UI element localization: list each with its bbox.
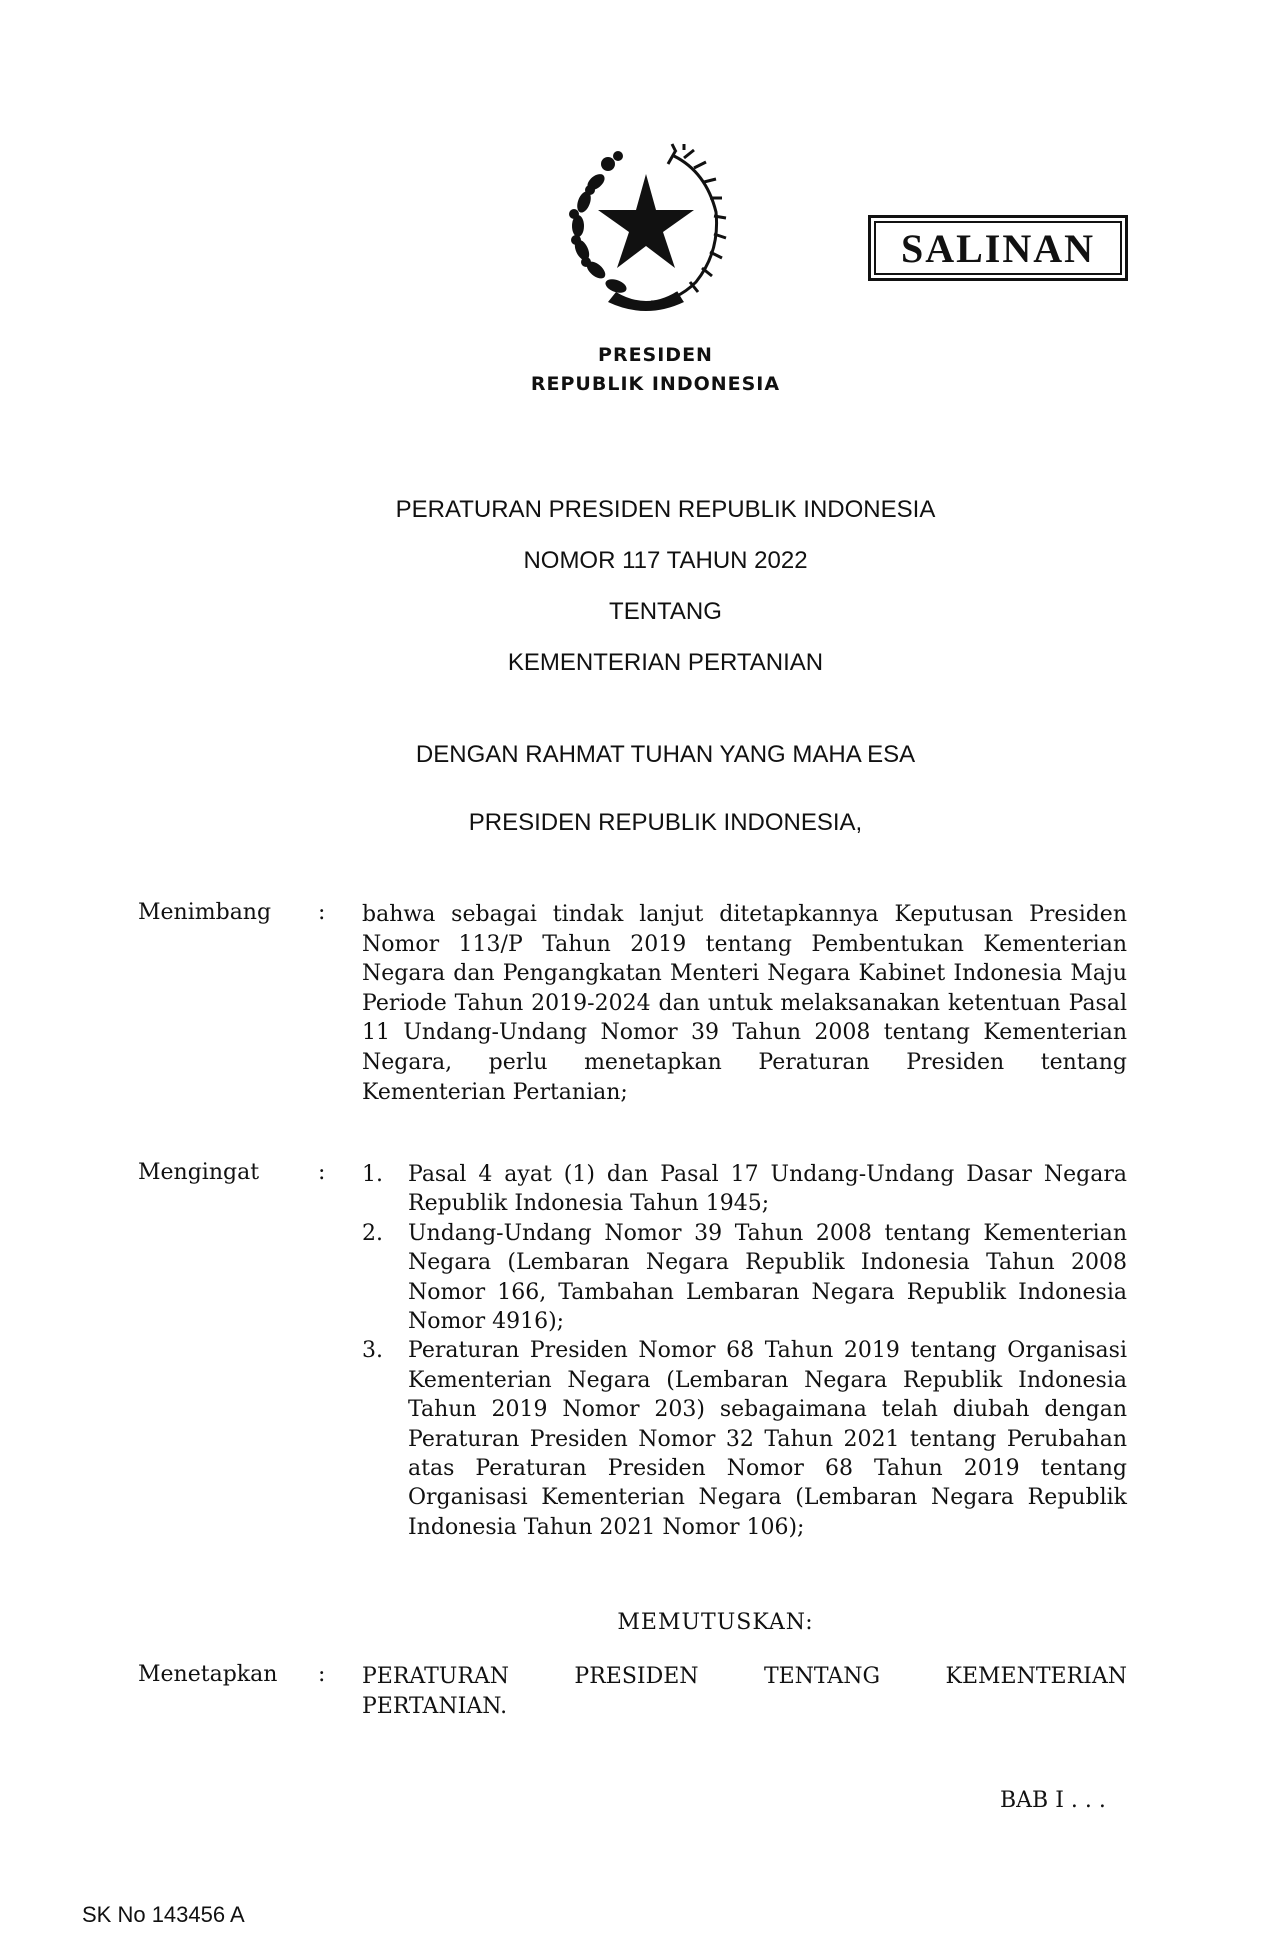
memutuskan-heading: MEMUTUSKAN: xyxy=(617,1610,814,1635)
menetapkan-text xyxy=(362,1662,1127,1722)
menetapkan-word: KEMENTERIAN xyxy=(945,1664,1127,1689)
menetapkan-line-1 xyxy=(362,1662,1127,1692)
menetapkan-line-2: PERTANIAN. xyxy=(362,1694,508,1719)
menetapkan-label: Menetapkan xyxy=(138,1662,278,1687)
list-item-text: Undang-Undang Nomor 39 Tahun 2008 tentang Kementerian Negara (Lembaran Negara Republik Indonesia Tahun 2008 Nomor 166, Tambahan Lembaran Negara Republik Indonesia Nomor 4916); xyxy=(408,1220,1127,1335)
salinan-stamp-label: SALINAN xyxy=(874,221,1122,275)
document-number: NOMOR 117 TAHUN 2022 xyxy=(523,547,808,574)
presidential-emblem-icon xyxy=(556,142,736,312)
menimbang-colon: : xyxy=(318,900,326,925)
document-tentang: TENTANG xyxy=(609,598,722,625)
next-page-reference: BAB I . . . xyxy=(1000,1788,1106,1813)
list-item xyxy=(362,1219,1127,1337)
list-item-text: Peraturan Presiden Nomor 68 Tahun 2019 tentang Organisasi Kementerian Negara (Lembaran Negara Republik Indonesia Tahun 2019 Nomor 203) sebagaimana telah diubah dengan Peraturan Presiden Nomor 32 Tahun 2021 tentang Perubahan atas Peraturan Presiden Nomor 68 Tahun 2019 tentang Organisasi Kementerian Negara (Lembaran Negara Republik Indonesia Tahun 2021 Nomor 106); xyxy=(408,1338,1127,1540)
mengingat-label: Mengingat xyxy=(138,1160,260,1185)
menetapkan-word: PERATURAN xyxy=(362,1664,510,1689)
mengingat-list xyxy=(362,1160,1127,1542)
salinan-stamp xyxy=(868,215,1128,281)
preamble-line-2: PRESIDEN REPUBLIK INDONESIA, xyxy=(468,809,863,836)
mengingat-colon: : xyxy=(318,1160,326,1185)
menetapkan-word: TENTANG xyxy=(763,1664,881,1689)
header-republik-indonesia: REPUBLIK INDONESIA xyxy=(530,373,781,395)
preamble-line-1: DENGAN RAHMAT TUHAN YANG MAHA ESA xyxy=(415,741,916,768)
list-item-number: 2. xyxy=(362,1220,383,1246)
header-presiden: PRESIDEN xyxy=(598,344,713,366)
document-title: PERATURAN PRESIDEN REPUBLIK INDONESIA xyxy=(395,496,936,523)
list-item xyxy=(362,1160,1127,1219)
menetapkan-word: PRESIDEN xyxy=(574,1664,699,1689)
document-subject: KEMENTERIAN PERTANIAN xyxy=(507,649,824,676)
menetapkan-colon: : xyxy=(318,1662,326,1687)
menimbang-label: Menimbang xyxy=(138,900,272,925)
list-item-text: Pasal 4 ayat (1) dan Pasal 17 Undang-Undang Dasar Negara Republik Indonesia Tahun 1945; xyxy=(408,1162,1127,1217)
list-item-number: 3. xyxy=(362,1338,383,1364)
list-item xyxy=(362,1336,1127,1542)
sk-number: SK No 143456 A xyxy=(82,1902,245,1927)
menimbang-text: bahwa sebagai tindak lanjut ditetapkannya Keputusan Presiden Nomor 113/P Tahun 2019 tentang Pembentukan Kementerian Negara dan Pengangkatan Menteri Negara Kabinet Indonesia Maju Periode Tahun 2019-2024 dan untuk melaksanakan ketentuan Pasal 11 Undang-Undang Nomor 39 Tahun 2008 tentang Kementerian Negara, perlu menetapkan Peraturan Presiden tentang Kementerian Pertanian; xyxy=(362,902,1127,1105)
list-item-number: 1. xyxy=(362,1162,383,1187)
